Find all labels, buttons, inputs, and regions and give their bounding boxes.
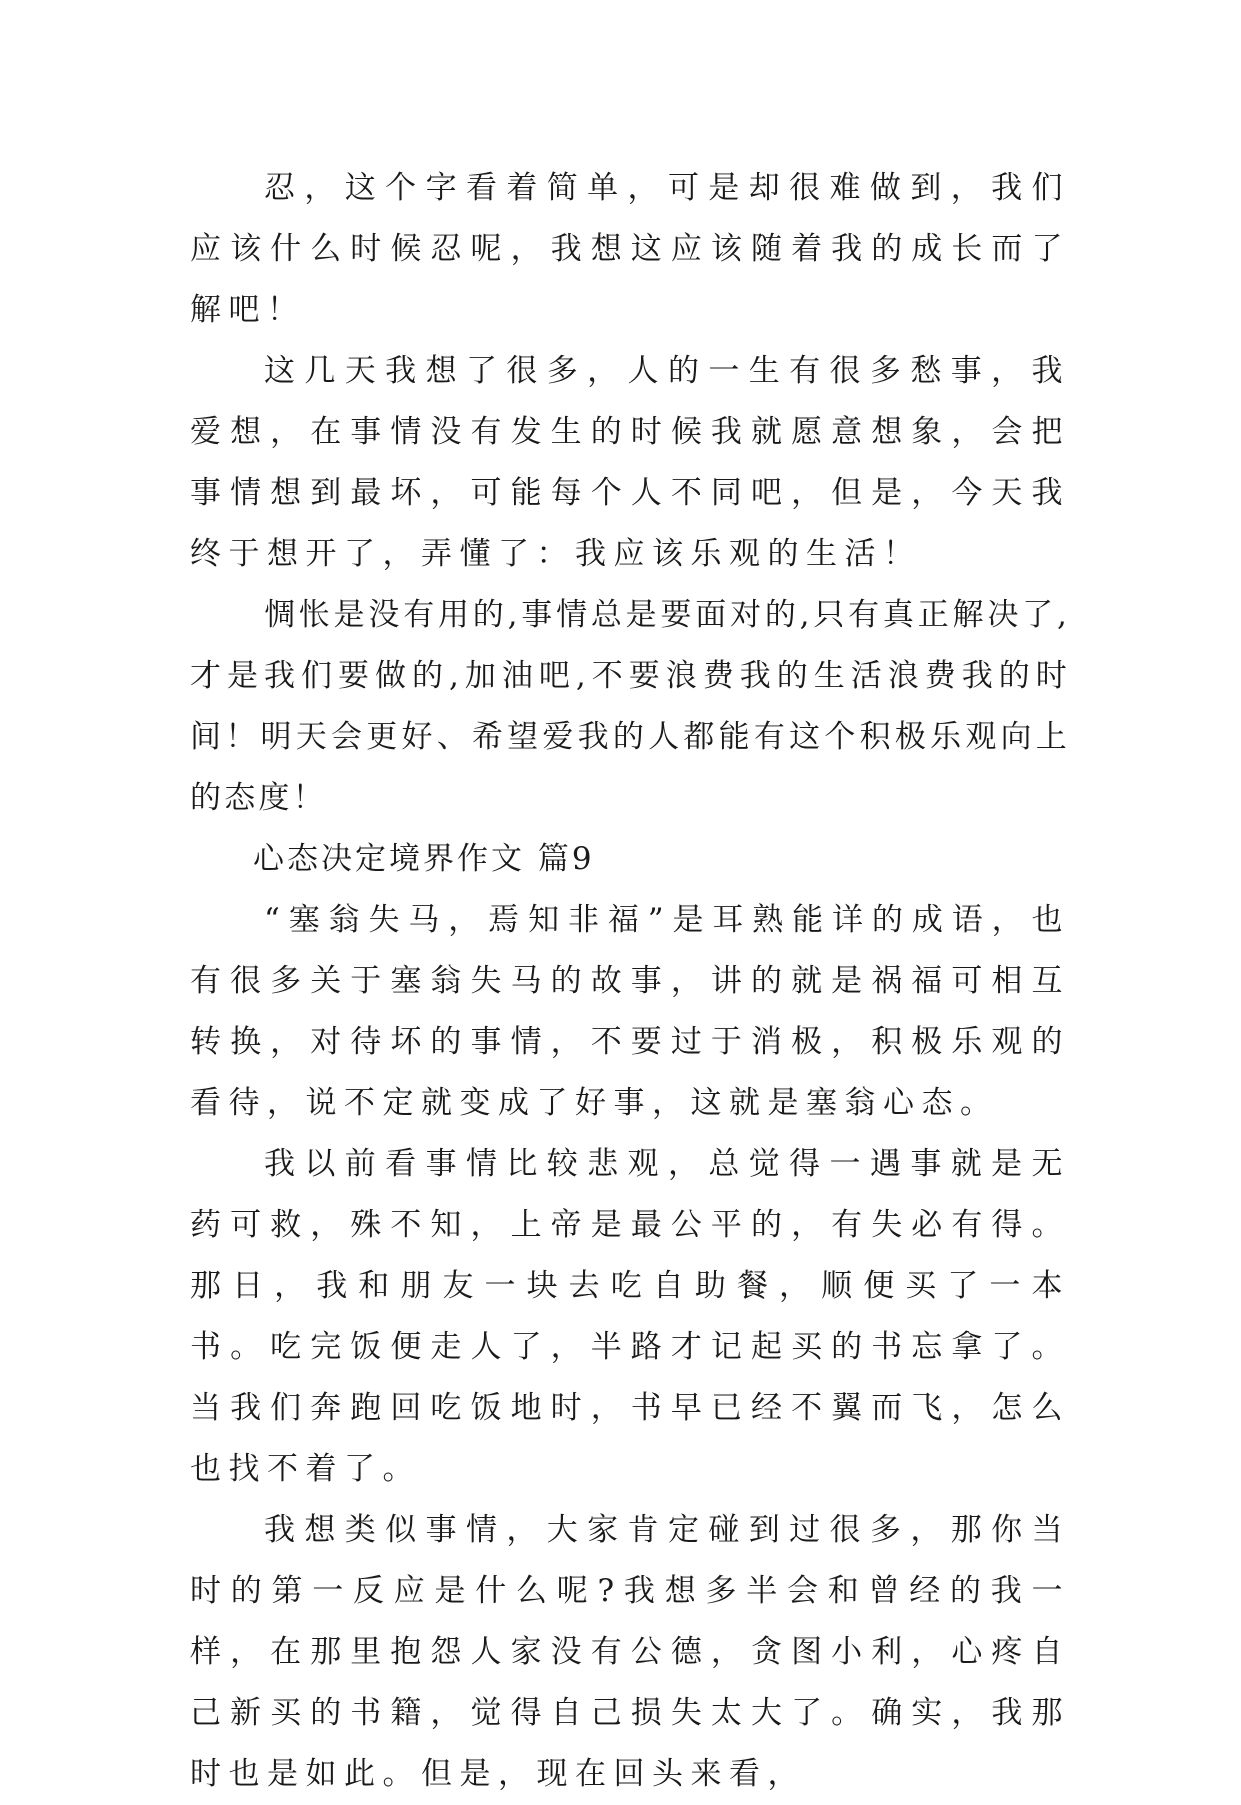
section-heading: 心态决定境界作文 篇9 <box>253 841 595 877</box>
paragraph-lost-book: 我以前看事情比较悲观，总觉得一遇事就是无药可救，殊不知，上帝是最公平的，有失必有得。那日，我和朋友一块去吃自助餐，顺便买了一本书。吃完饭便走人了，半路才记起买的书忘拿了。当我们奔跑回吃饭地时，书早已经不翼而飞，怎么也找不着了。 <box>190 1146 1070 1487</box>
paragraph-patience: 忍，这个字看着简单，可是却很难做到，我们应该什么时候忍呢，我想这应该随着我的成长而了解吧！ <box>190 170 1070 328</box>
paragraph-optimism: 这几天我想了很多，人的一生有很多愁事，我爱想，在事情没有发生的时候我就愿意想象，会把事情想到最坏，可能每个人不同吧，但是，今天我终于想开了，弄懂了：我应该乐观的生活！ <box>190 353 1070 572</box>
paragraph-saiweng: “塞翁失马，焉知非福”是耳熟能详的成语，也有很多关于塞翁失马的故事，讲的就是祸福可相互转换，对待坏的事情，不要过于消极，积极乐观的看待，说不定就变成了好事，这就是塞翁心态。 <box>190 902 1070 1121</box>
paragraph-melancholy: 惆怅是没有用的,事情总是要面对的,只有真正解决了,才是我们要做的,加油吧,不要浪费我的生活浪费我的时间！明天会更好、希望爱我的人都能有这个积极乐观向上的态度！ <box>190 597 1070 816</box>
paragraph-reflection: 我想类似事情，大家肯定碰到过很多，那你当时的第一反应是什么呢?我想多半会和曾经的我一样，在那里抱怨人家没有公德，贪图小利，心疼自己新买的书籍，觉得自己损失太大了。确实，我那时也是如此。但是，现在回头来看， <box>190 1512 1070 1792</box>
document-body <box>190 158 1070 1805</box>
